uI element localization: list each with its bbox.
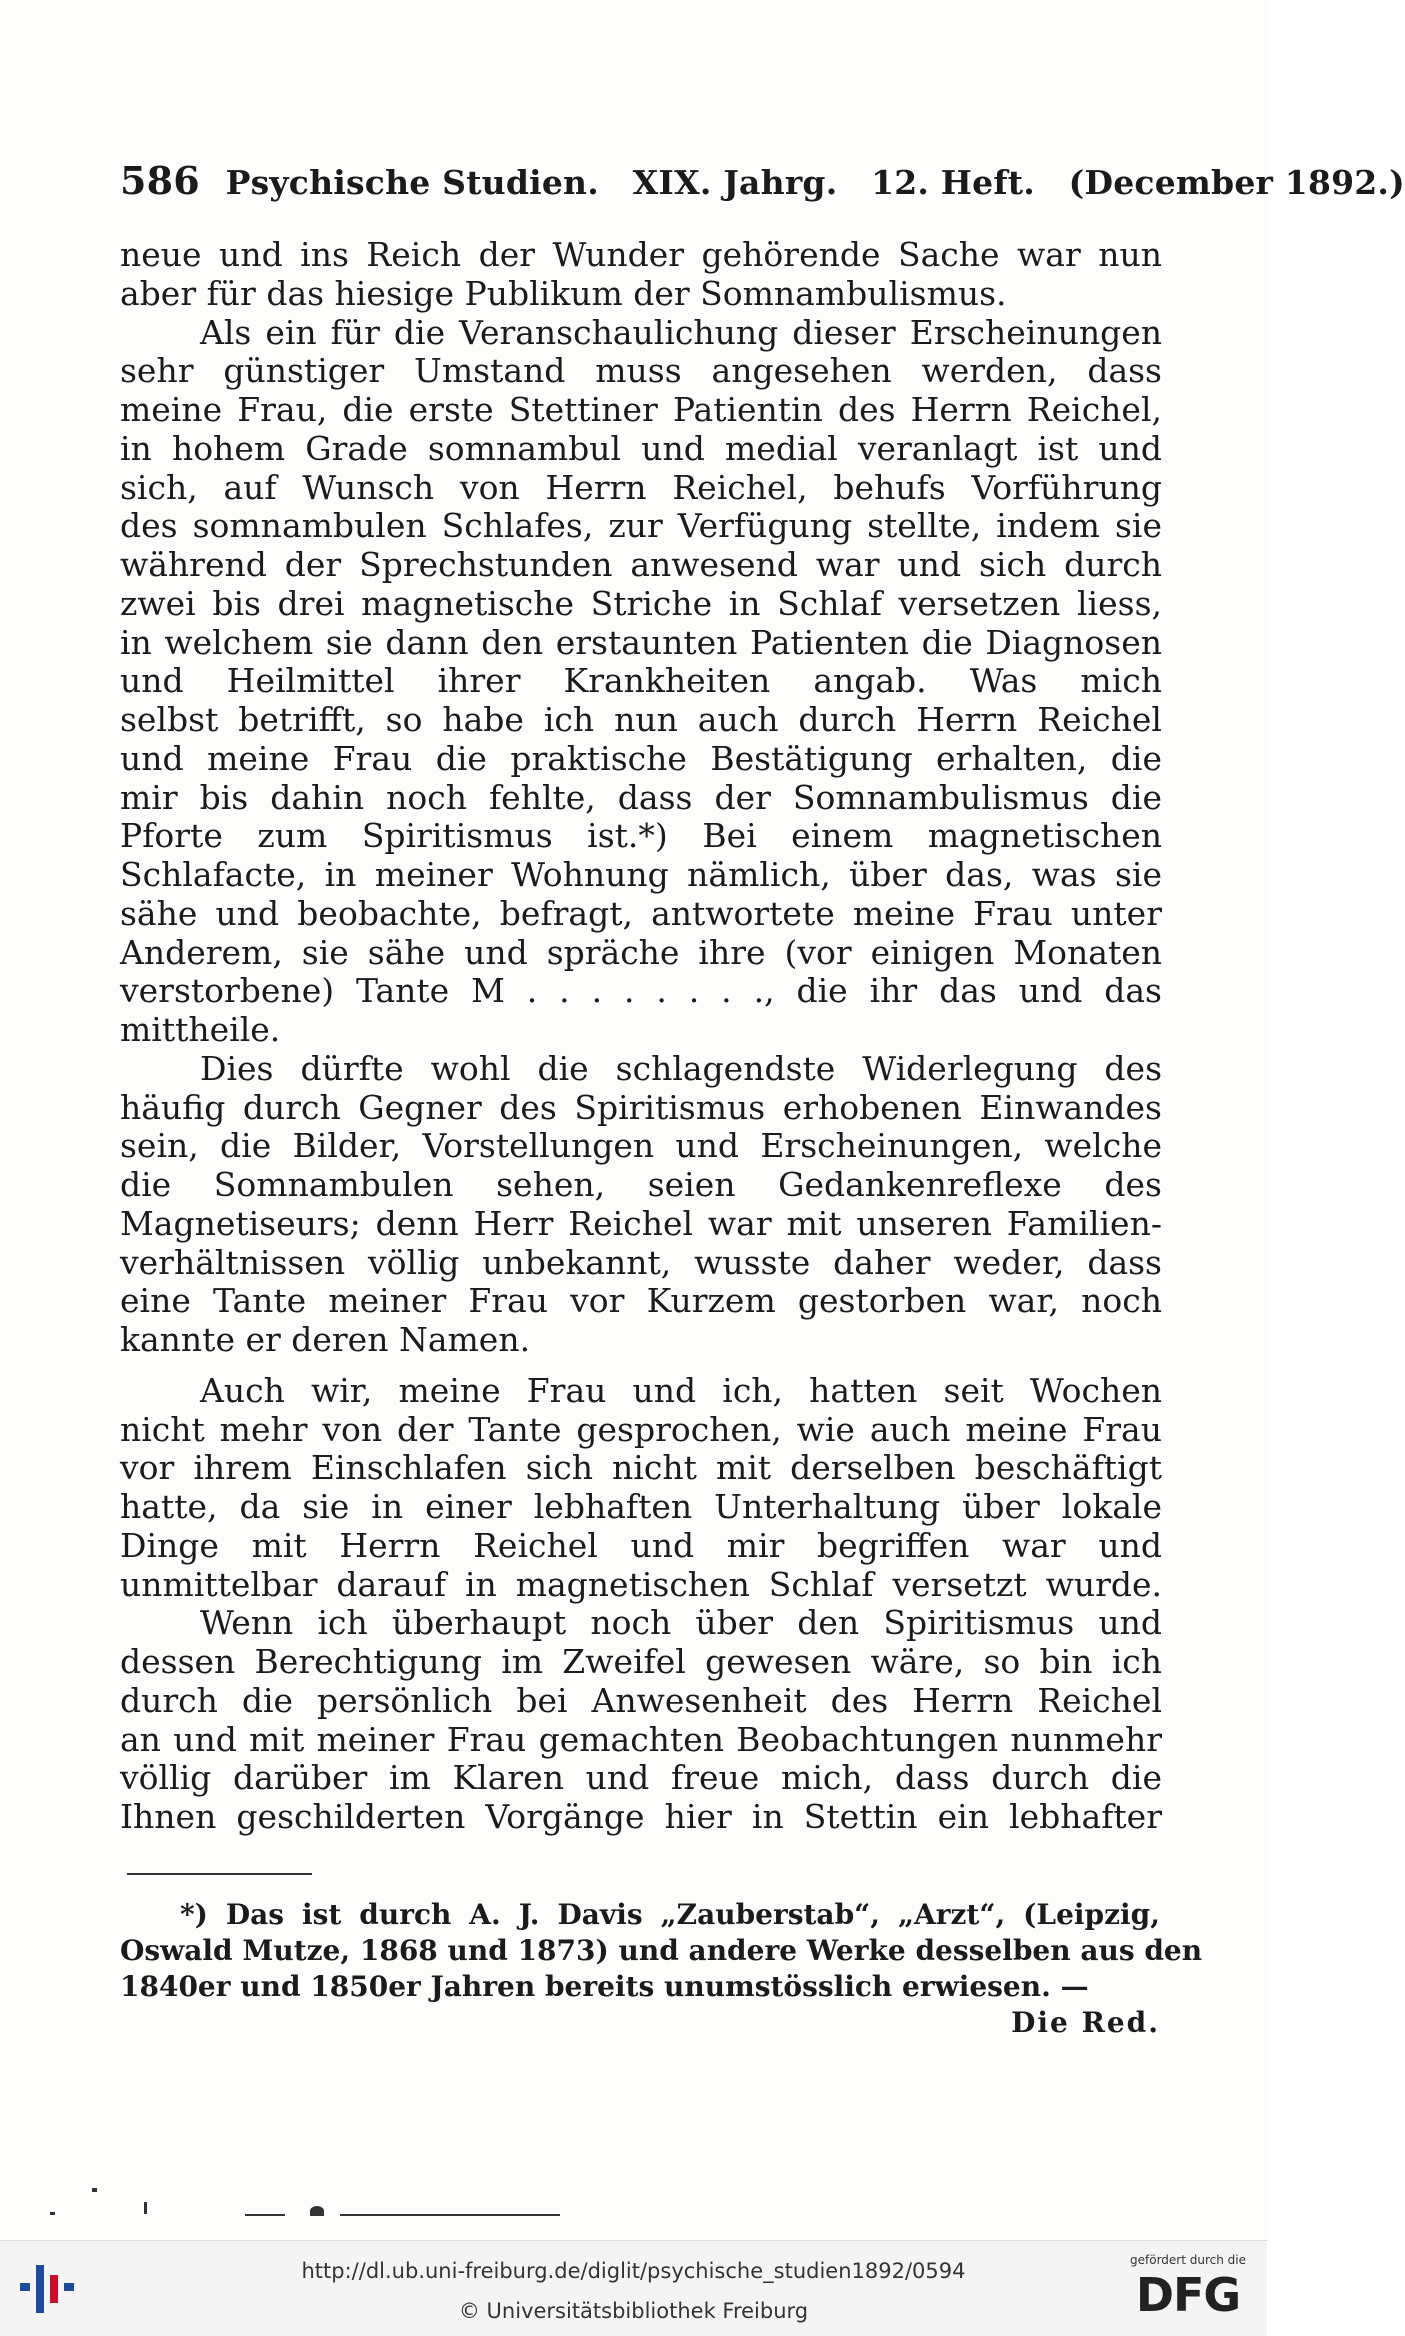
text-line: mittheile. [120, 1010, 281, 1049]
text-line: in welchem sie dann den erstaunten Patienten die Diagnosen [120, 622, 1162, 662]
text-line: zwei bis drei magnetische Striche in Schlaf versetzen liess, [120, 583, 1162, 623]
footnote-line: 1840er und 1850er Jahren bereits unumstösslich erwiesen. — [120, 1970, 1089, 2003]
source-url[interactable]: http://dl.ub.uni-freiburg.de/diglit/psychische_studien1892/0594 [301, 2259, 966, 2283]
text-line: Auch wir, meine Frau und ich, hatten seit Wochen [200, 1370, 1162, 1410]
text-line: durch die persönlich bei Anwesenheit des Herrn Reichel [120, 1680, 1162, 1720]
text-line: an und mit meiner Frau gemachten Beobachtungen nunmehr [120, 1719, 1162, 1759]
footnote-signature: Die Red. [1011, 2006, 1160, 2039]
text-line: sein, die Bilder, Vorstellungen und Erscheinungen, welche [120, 1126, 1162, 1166]
text-line: sehr günstiger Umstand muss angesehen werden, dass [120, 351, 1162, 391]
text-line: Wenn ich überhaupt noch über den Spiritismus und [200, 1603, 1162, 1643]
text-line: Pforte zum Spiritismus ist.*) Bei einem magnetischen [120, 816, 1162, 856]
text-line: Magnetiseurs; denn Herr Reichel war mit unseren Familien- [120, 1203, 1162, 1243]
funding-caption: gefördert durch die [1130, 2253, 1246, 2267]
text-line: eine Tante meiner Frau vor Kurzem gestorben war, noch [120, 1281, 1162, 1321]
issue-label: 12. Heft. [871, 163, 1035, 202]
text-line: Ihnen geschilderten Vorgänge hier in Stettin ein lebhafter [120, 1797, 1162, 1836]
scan-artifacts [40, 2186, 600, 2226]
text-line: verhältnissen völlig unbekannt, wusste daher weder, dass [120, 1242, 1162, 1282]
dfg-logo-icon: DFG [1135, 2268, 1241, 2322]
text-line: während der Sprechstunden anwesend war und sich durch [120, 545, 1162, 584]
viewer-footer [0, 2240, 1267, 2336]
text-line: Anderem, sie sähe und spräche ihre (vor einigen Monaten [120, 932, 1162, 972]
journal-title: Psychische Studien. [225, 163, 599, 202]
text-line: meine Frau, die erste Stettiner Patientin des Herrn Reichel, [120, 390, 1162, 429]
body-text [120, 236, 1162, 1837]
text-line: in hohem Grade somnambul und medial veranlagt ist und [120, 428, 1162, 468]
text-line: aber für das hiesige Publikum der Somnambulismus. [120, 273, 1007, 313]
text-line: selbst betrifft, so habe ich nun auch durch Herrn Reichel [120, 700, 1162, 739]
text-line: vor ihrem Einschlafen sich nicht mit derselben beschäftigt [120, 1448, 1162, 1488]
text-line: völlig darüber im Klaren und freue mich, dass durch die [120, 1758, 1162, 1798]
text-line: des somnambulen Schlafes, zur Verfügung stellte, indem sie [120, 506, 1162, 546]
text-line: unmittelbar darauf in magnetischen Schlaf versetzt wurde. [120, 1564, 1162, 1604]
text-line: kannte er deren Namen. [120, 1320, 531, 1359]
text-line: sähe und beobachte, befragt, antwortete meine Frau unter [120, 893, 1162, 933]
text-line: sich, auf Wunsch von Herrn Reichel, behufs Vorführung [120, 467, 1162, 507]
text-line: und Heilmittel ihrer Krankheiten angab. Was mich [120, 661, 1162, 701]
text-line: Dinge mit Herrn Reichel und mir begriffen war und [120, 1525, 1162, 1565]
volume-label: XIX. Jahrg. [632, 163, 838, 202]
text-line: verstorbene) Tante M . . . . . . . ., die ihr das und das [120, 971, 1162, 1011]
page-number: 586 [120, 158, 200, 203]
issue-date: (December 1892.) [1068, 163, 1405, 202]
dfg-logo [1118, 2253, 1258, 2331]
text-line: dessen Berechtigung im Zweifel gewesen wäre, so bin ich [120, 1642, 1162, 1681]
text-line: hatte, da sie in einer lebhaften Unterhaltung über lokale [120, 1487, 1162, 1526]
text-line: Als ein für die Veranschaulichung dieser Erscheinungen [200, 312, 1162, 352]
running-header [120, 158, 1405, 203]
footnote-line: Oswald Mutze, 1868 und 1873) und andere Werke desselben aus den [120, 1934, 1203, 1967]
text-line: nicht mehr von der Tante gesprochen, wie auch meine Frau [120, 1409, 1162, 1449]
text-line: die Somnambulen sehen, seien Gedankenreflexe des [120, 1165, 1162, 1204]
footnote [120, 1897, 1203, 2041]
text-line: Schlafacte, in meiner Wohnung nämlich, über das, was sie [120, 855, 1162, 894]
copyright-notice: © Universitätsbibliothek Freiburg [458, 2299, 809, 2323]
footnote-line: *) Das ist durch A. J. Davis „Zauberstab“, „Arzt“, (Leipzig, [180, 1898, 1160, 1931]
text-line: neue und ins Reich der Wunder gehörende Sache war nun [120, 235, 1162, 274]
text-line: und meine Frau die praktische Bestätigung erhalten, die [120, 738, 1162, 778]
footnote-divider [127, 1873, 312, 1875]
text-line: mir bis dahin noch fehlte, dass der Somnambulismus die [120, 777, 1162, 817]
text-line: Dies dürfte wohl die schlagendste Widerlegung des [200, 1048, 1162, 1088]
text-line: häufig durch Gegner des Spiritismus erhobenen Einwandes [120, 1087, 1162, 1127]
